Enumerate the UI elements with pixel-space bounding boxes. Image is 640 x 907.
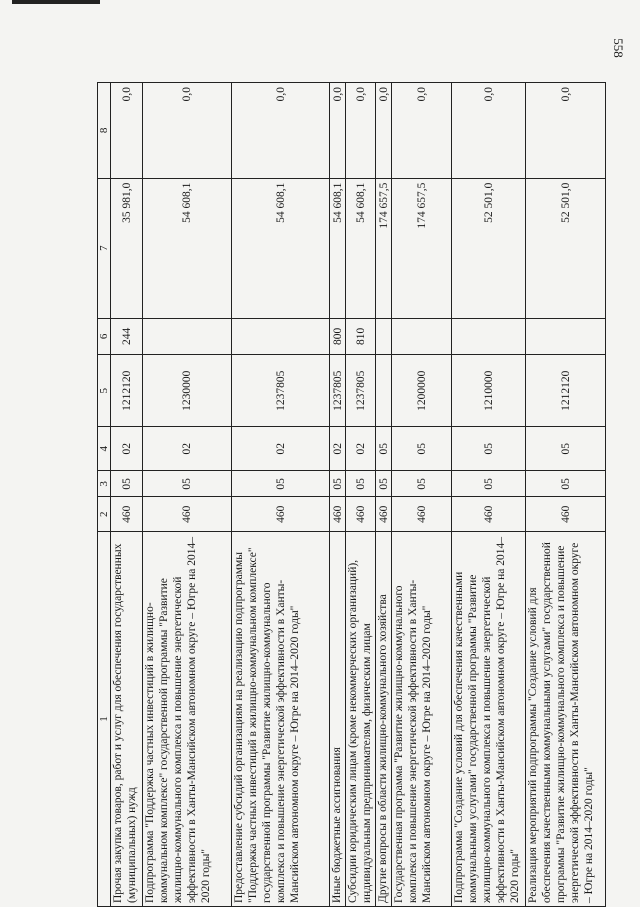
cell-code: 460	[111, 497, 143, 532]
cell-section: 05	[111, 471, 143, 497]
column-header: 2	[98, 497, 111, 532]
cell-section: 05	[143, 471, 232, 497]
cell-section: 05	[330, 471, 346, 497]
cell-amount: 52 501,0	[452, 178, 526, 318]
cell-amount: 54 608,1	[232, 178, 330, 318]
cell-expense-type	[232, 318, 330, 354]
cell-target-article: 1210000	[452, 354, 526, 427]
column-header: 5	[98, 354, 111, 427]
cell-amount: 174 657,5	[376, 178, 392, 318]
table-row	[330, 83, 346, 907]
page-number: 558	[610, 38, 626, 58]
header-row	[98, 83, 111, 907]
cell-amount-2: 0,0	[376, 83, 392, 179]
cell-expense-type: 810	[346, 318, 376, 354]
table-row	[143, 83, 232, 907]
cell-code: 460	[143, 497, 232, 532]
cell-subsection: 05	[392, 427, 452, 471]
column-header: 1	[98, 532, 111, 907]
cell-subsection: 02	[143, 427, 232, 471]
cell-section: 05	[526, 471, 606, 497]
cell-expense-type	[392, 318, 452, 354]
cell-target-article: 1200000	[392, 354, 452, 427]
cell-amount: 174 657,5	[392, 178, 452, 318]
cell-amount: 54 608,1	[346, 178, 376, 318]
row-description: Другие вопросы в области жилищно-коммунального хозяйства	[376, 532, 392, 907]
cell-subsection: 05	[452, 427, 526, 471]
cell-code: 460	[392, 497, 452, 532]
column-header: 8	[98, 83, 111, 179]
cell-expense-type	[143, 318, 232, 354]
cell-subsection: 02	[346, 427, 376, 471]
row-description: Реализация мероприятий подпрограммы "Создание условий для обеспечения качественными коммунальными услугами" государственной программы "Развитие жилищно-коммунального комплекса и повышение энергетической эффективности в Ханты-Мансийском автономном округе – Югре на 2014–2020 годы"	[526, 532, 606, 907]
cell-expense-type	[376, 318, 392, 354]
row-description: Предоставление субсидий организациям на реализацию подпрограммы "Поддержка частных инвестиций в жилищно-коммунальном комплексе" государственной программы "Развитие жилищно-коммунального комплекса и повышение энергетической эффективности в Ханты-Мансийском автономном округе – Югре на 2014–2020 годы"	[232, 532, 330, 907]
cell-target-article	[376, 354, 392, 427]
cell-code: 460	[526, 497, 606, 532]
cell-target-article: 1212120	[111, 354, 143, 427]
cell-code: 460	[452, 497, 526, 532]
cell-amount: 35 981,0	[111, 178, 143, 318]
cell-expense-type	[526, 318, 606, 354]
top-rule	[12, 0, 100, 4]
cell-amount-2: 0,0	[111, 83, 143, 179]
cell-amount-2: 0,0	[346, 83, 376, 179]
cell-section: 05	[346, 471, 376, 497]
table-row	[392, 83, 452, 907]
row-description: Прочая закупка товаров, работ и услуг для обеспечения государственных (муниципальных) нужд	[111, 532, 143, 907]
cell-amount: 52 501,0	[526, 178, 606, 318]
cell-target-article: 1237805	[346, 354, 376, 427]
cell-amount-2: 0,0	[330, 83, 346, 179]
cell-code: 460	[232, 497, 330, 532]
table-row	[526, 83, 606, 907]
cell-target-article: 1230000	[143, 354, 232, 427]
cell-amount-2: 0,0	[143, 83, 232, 179]
cell-expense-type: 800	[330, 318, 346, 354]
cell-amount-2: 0,0	[452, 83, 526, 179]
cell-expense-type	[452, 318, 526, 354]
cell-section: 05	[452, 471, 526, 497]
row-description: Подпрограмма "Создание условий для обеспечения качественными коммунальными услугами" государственной программы "Развитие жилищно-коммунального комплекса и повышение энергетической эффективности в Ханты-Мансийском автономном округе – Югре на 2014–2020 годы"	[452, 532, 526, 907]
cell-section: 05	[232, 471, 330, 497]
cell-target-article: 1212120	[526, 354, 606, 427]
cell-subsection: 05	[376, 427, 392, 471]
row-description: Государственная программа "Развитие жилищно-коммунального комплекса и повышение энергетической эффективности в Ханты-Мансийском автономном округе – Югре на 2014–2020 годы"	[392, 532, 452, 907]
table-row	[111, 83, 143, 907]
column-header: 7	[98, 178, 111, 318]
row-description: Подпрограмма "Поддержка частных инвестиций в жилищно-коммунальном комплексе" государственной программы "Развитие жилищно-коммунального комплекса и повышение энергетической эффективности в Ханты-Мансийском автономном округе – Югре на 2014–2020 годы"	[143, 532, 232, 907]
cell-section: 05	[392, 471, 452, 497]
column-header: 4	[98, 427, 111, 471]
cell-amount: 54 608,1	[143, 178, 232, 318]
cell-code: 460	[376, 497, 392, 532]
budget-table-rotated	[97, 82, 596, 907]
cell-amount-2: 0,0	[526, 83, 606, 179]
table-row	[232, 83, 330, 907]
table-row	[452, 83, 526, 907]
cell-amount-2: 0,0	[392, 83, 452, 179]
table-row	[346, 83, 376, 907]
cell-target-article: 1237805	[330, 354, 346, 427]
cell-amount-2: 0,0	[232, 83, 330, 179]
cell-subsection: 05	[526, 427, 606, 471]
row-description: Иные бюджетные ассигнования	[330, 532, 346, 907]
cell-expense-type: 244	[111, 318, 143, 354]
cell-subsection: 02	[232, 427, 330, 471]
cell-section: 05	[376, 471, 392, 497]
column-header: 3	[98, 471, 111, 497]
row-description: Субсидии юридическим лицам (кроме некоммерческих организаций), индивидуальным предпринимателям, физическим лицам	[346, 532, 376, 907]
cell-code: 460	[346, 497, 376, 532]
cell-code: 460	[330, 497, 346, 532]
column-header: 6	[98, 318, 111, 354]
cell-amount: 54 608,1	[330, 178, 346, 318]
budget-table	[97, 82, 606, 907]
table-row	[376, 83, 392, 907]
cell-target-article: 1237805	[232, 354, 330, 427]
cell-subsection: 02	[330, 427, 346, 471]
cell-subsection: 02	[111, 427, 143, 471]
